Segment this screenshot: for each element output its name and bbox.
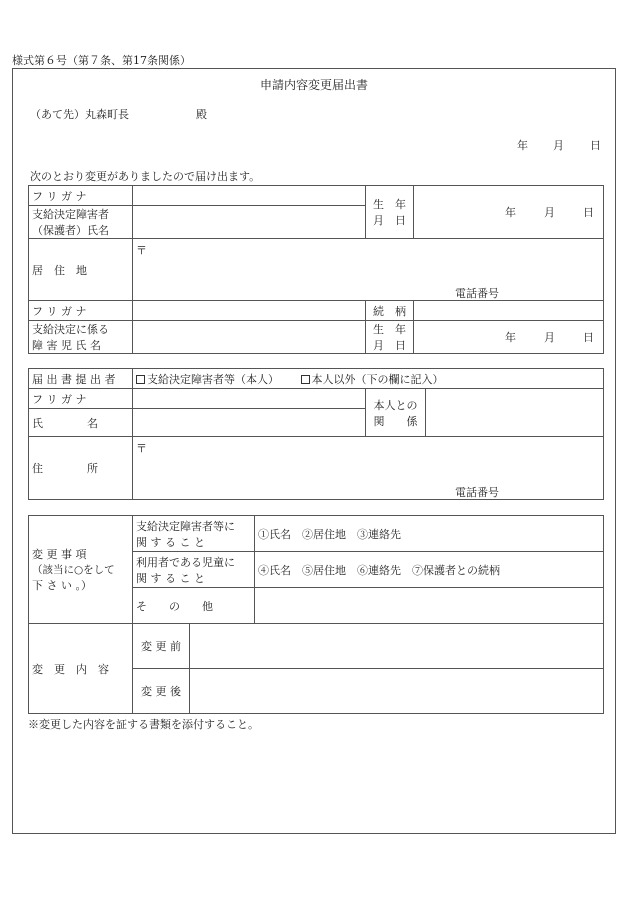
category-applicant-label: 支給決定障害者等に 関 す る こ と: [133, 516, 255, 552]
submitter-options: [133, 369, 604, 389]
intro-text: 次のとおり変更がありましたので届け出ます。: [30, 170, 261, 183]
guardian-name-label: 支給決定障害者 （保護者）氏名: [29, 206, 133, 239]
after-label: 変 更 後: [133, 669, 190, 714]
after-field[interactable]: [190, 669, 604, 714]
before-field[interactable]: [190, 624, 604, 669]
child-birth-label: 生 年 月 日: [366, 321, 414, 354]
submitter-table: [28, 368, 604, 500]
option-other[interactable]: 本人以外（下の欄に記入）: [301, 373, 444, 386]
checkbox-icon: [301, 375, 310, 384]
postal-mark: 〒: [136, 442, 147, 455]
date-year-label: 年: [517, 139, 528, 152]
option-self[interactable]: 支給決定障害者等（本人）: [136, 373, 279, 386]
relation-label: 続 柄: [366, 301, 414, 321]
submitter-name-label: 氏 名: [29, 409, 133, 437]
relation-to-self-label: 本人との 関 係: [366, 389, 426, 437]
category-other-label: そ の 他: [133, 588, 255, 624]
address-label: 居 住 地: [29, 239, 133, 301]
submitter-furigana-field[interactable]: [133, 389, 366, 409]
birth-label: 生 年 月 日: [366, 186, 414, 239]
address-field[interactable]: [133, 239, 604, 301]
category-child-options[interactable]: ④氏名 ⑤居住地 ⑥連絡先 ⑦保護者との続柄: [255, 552, 604, 588]
submitter-label: 届 出 書 提 出 者: [29, 369, 133, 389]
addressee: （あて先）丸森町長: [30, 108, 129, 121]
date-day-label: 日: [590, 139, 601, 152]
submitter-address-field[interactable]: [133, 437, 604, 500]
before-label: 変 更 前: [133, 624, 190, 669]
change-table: [28, 515, 604, 714]
attachment-note: ※変更した内容を証する書類を添付すること。: [28, 718, 259, 731]
child-birth-date-field[interactable]: 年 月 日: [414, 321, 604, 354]
furigana-label: フ リ ガ ナ: [29, 186, 133, 206]
postal-mark: 〒: [136, 244, 147, 257]
submitter-furigana-label: フ リ ガ ナ: [29, 389, 133, 409]
category-other-field[interactable]: [255, 588, 604, 624]
submitter-address-label: 住 所: [29, 437, 133, 500]
applicant-table: [28, 185, 604, 354]
checkbox-icon: [136, 375, 145, 384]
birth-date-field[interactable]: 年 月 日: [414, 186, 604, 239]
relation-field[interactable]: [414, 301, 604, 321]
change-content-label: 変 更 内 容: [29, 624, 133, 714]
child-name-field[interactable]: [133, 321, 366, 354]
category-child-label: 利用者である児童に 関 す る こ と: [133, 552, 255, 588]
honorific: 殿: [196, 108, 207, 121]
phone-label: 電話番号: [455, 287, 499, 300]
submitter-name-field[interactable]: [133, 409, 366, 437]
child-furigana-label: フ リ ガ ナ: [29, 301, 133, 321]
form-title: 申請内容変更届出書: [259, 78, 368, 92]
change-items-label: 変 更 事 項 （該当に○をして 下 さ い 。）: [29, 516, 133, 624]
furigana-field[interactable]: [133, 186, 366, 206]
relation-to-self-field[interactable]: [426, 389, 604, 437]
date-month-label: 月: [553, 139, 564, 152]
child-name-label: 支給決定に係る 障 害 児 氏 名: [29, 321, 133, 354]
form-number: 様式第６号（第７条、第17条関係）: [12, 54, 191, 67]
child-furigana-field[interactable]: [133, 301, 366, 321]
category-applicant-options[interactable]: ①氏名 ②居住地 ③連絡先: [255, 516, 604, 552]
phone-label: 電話番号: [455, 486, 499, 499]
guardian-name-field[interactable]: [133, 206, 366, 239]
